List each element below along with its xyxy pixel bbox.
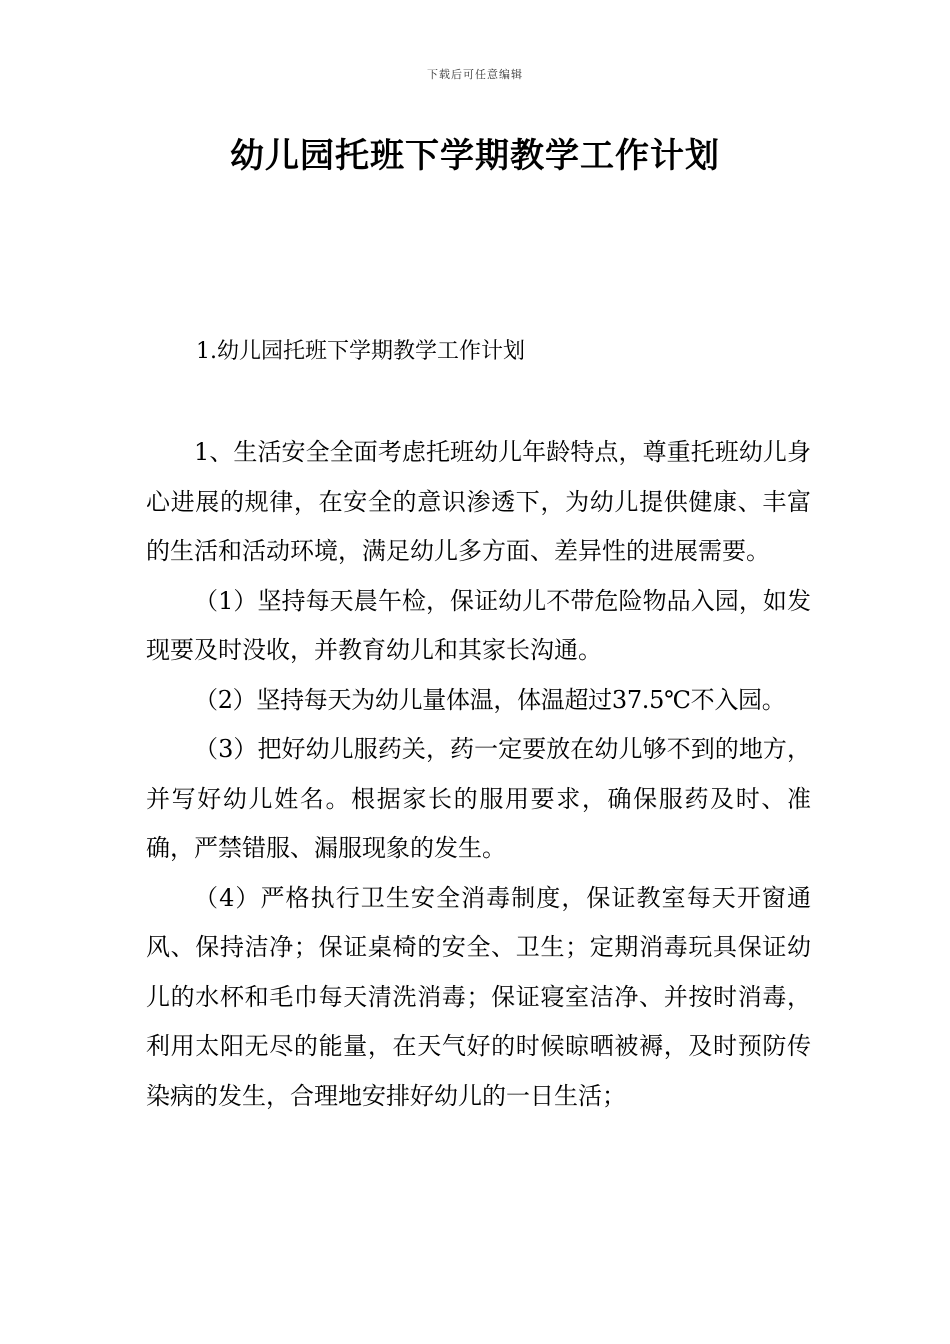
paragraph-item-4: （4）严格执行卫生安全消毒制度，保证教室每天开窗通风、保持洁净；保证桌椅的安全、卫生；定期消毒玩具保证幼儿的水杯和毛巾每天清洗消毒；保证寝室洁净、并按时消毒，利用太阳无尽的能量，在天气好的时候晾晒被褥，及时预防传染病的发生，合理地安排好幼儿的一日生活；	[146, 883, 811, 1110]
document-body	[146, 428, 811, 1121]
header-note: 下载后可任意编辑	[427, 68, 523, 81]
document-title: 幼儿园托班下学期教学工作计划	[230, 136, 720, 176]
paragraph-item-3: （3）把好幼儿服药关，药一定要放在幼儿够不到的地方，并写好幼儿姓名。根据家长的服用要求，确保服药及时、准确，严禁错服、漏服现象的发生。	[146, 735, 811, 862]
paragraph-safety-intro: 1、生活安全全面考虑托班幼儿年龄特点，尊重托班幼儿身心进展的规律，在安全的意识渗透下，为幼儿提供健康、丰富的生活和活动环境，满足幼儿多方面、差异性的进展需要。	[146, 438, 811, 565]
section-heading: 1.幼儿园托班下学期教学工作计划	[196, 339, 525, 364]
paragraph-item-2: （2）坚持每天为幼儿量体温，体温超过37.5℃不入园。	[194, 685, 786, 714]
paragraph-item-1: （1）坚持每天晨午检，保证幼儿不带危险物品入园，如发现要及时没收，并教育幼儿和其家长沟通。	[146, 586, 811, 664]
